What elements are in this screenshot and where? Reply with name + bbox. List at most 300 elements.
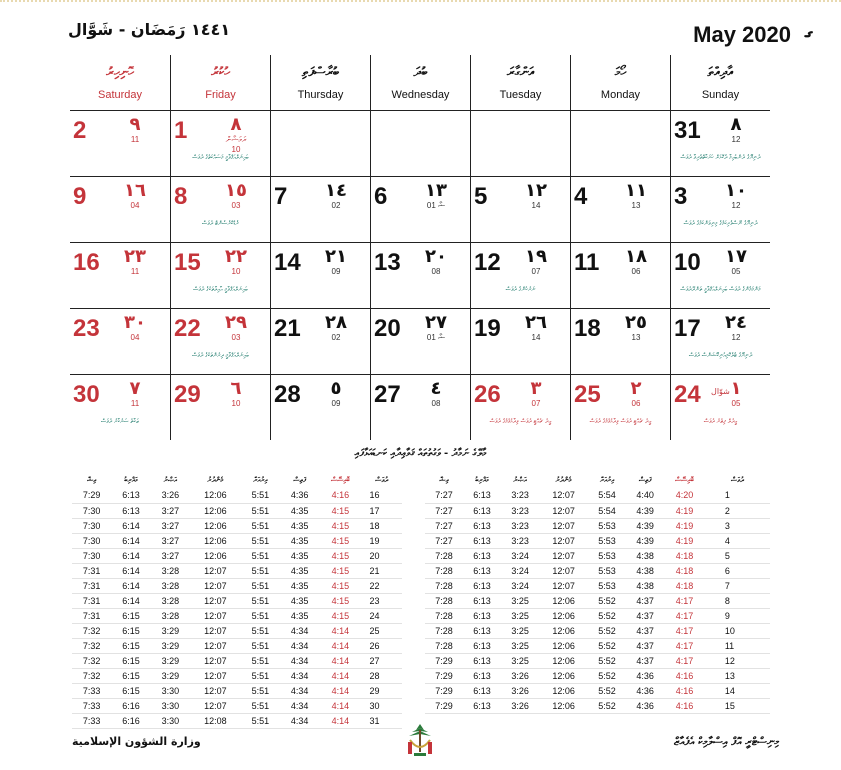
prayer-time-cell: 4:35 xyxy=(280,518,319,533)
prayer-time-cell: 4:14 xyxy=(319,713,361,728)
prayer-time-cell: 12:07 xyxy=(539,503,588,518)
prayer-time-cell: 7:30 xyxy=(72,533,111,548)
prayer-time-cell: 4:14 xyxy=(319,683,361,698)
prayer-time-cell: 6:13 xyxy=(463,518,501,533)
prayer-time-cell: 6:15 xyxy=(111,668,150,683)
prayer-table-16-31 xyxy=(72,472,402,729)
lunar-day-number: 09 xyxy=(331,267,341,276)
prayer-time-cell: 4:15 xyxy=(319,503,361,518)
prayer-time-cell: 5:51 xyxy=(241,638,280,653)
prayer-time-cell: 6:14 xyxy=(111,578,150,593)
hijri-date: ٢٣ xyxy=(124,246,146,267)
day-cell-4[interactable] xyxy=(570,176,670,242)
lunar-day-number: 14 xyxy=(531,333,541,342)
prayer-column-header: މެންދުރު xyxy=(555,475,572,484)
prayer-time-cell: 3:29 xyxy=(151,653,190,668)
lunar-day-number: 07 xyxy=(531,399,541,408)
prayer-time-cell: 3:26 xyxy=(151,488,190,503)
day-cell-13[interactable] xyxy=(370,242,470,308)
prayer-row xyxy=(72,638,402,653)
prayer-time-cell: 5:51 xyxy=(241,593,280,608)
prayer-time-cell: 3:27 xyxy=(151,518,190,533)
empty-day-cell xyxy=(570,110,670,176)
prayer-day-number: 16 xyxy=(362,488,403,503)
day-cell-9[interactable] xyxy=(70,176,170,242)
hijri-date: ٣ xyxy=(530,378,542,399)
weekday-header-saturday xyxy=(70,55,170,110)
lunar-day-number: ޝާ 01 xyxy=(426,201,446,210)
prayer-column-header: މެންދުރު xyxy=(207,475,224,484)
prayer-day-number: 2 xyxy=(705,503,770,518)
prayer-row xyxy=(425,578,770,593)
prayer-time-cell: 4:15 xyxy=(319,563,361,578)
prayer-day-number: 17 xyxy=(362,503,403,518)
hijri-date: ٣٠ xyxy=(124,312,146,333)
prayer-time-cell: 4:39 xyxy=(626,518,664,533)
weekday-thaana-label: ބުދަ xyxy=(413,65,428,80)
prayer-time-cell: 12:07 xyxy=(190,578,241,593)
ministry-arabic-name: وزارة الشؤون الإسلامية xyxy=(72,735,201,748)
prayer-column-header: އަޞްރު xyxy=(163,475,178,484)
prayer-time-cell: 4:16 xyxy=(319,488,361,503)
day-cell-30[interactable] xyxy=(70,374,170,440)
prayer-time-cell: 7:30 xyxy=(72,518,111,533)
prayer-time-cell: 5:53 xyxy=(588,548,626,563)
hijri-date: ٢٩ xyxy=(225,312,247,333)
prayer-time-cell: 5:51 xyxy=(241,668,280,683)
empty-day-cell xyxy=(370,110,470,176)
prayer-time-cell: 3:26 xyxy=(501,683,539,698)
day-cell-31[interactable] xyxy=(670,110,770,176)
prayer-time-cell: 12:06 xyxy=(539,638,588,653)
prayer-time-cell: 6:13 xyxy=(463,608,501,623)
prayer-day-number: 9 xyxy=(705,608,770,623)
prayer-time-cell: 3:25 xyxy=(501,608,539,623)
prayer-day-number: 3 xyxy=(705,518,770,533)
prayer-time-cell: 7:31 xyxy=(72,578,111,593)
prayer-time-cell: 12:06 xyxy=(539,623,588,638)
lunar-day-number: 09 xyxy=(331,399,341,408)
day-cell-3[interactable] xyxy=(670,176,770,242)
prayer-row xyxy=(425,488,770,503)
prayer-time-cell: 12:06 xyxy=(190,518,241,533)
gregorian-date: 31 xyxy=(674,117,701,144)
prayer-time-cell: 6:14 xyxy=(111,533,150,548)
prayer-time-cell: 7:31 xyxy=(72,563,111,578)
prayer-column-header: އިރުއަރާ xyxy=(599,475,615,484)
prayer-time-cell: 4:37 xyxy=(626,653,664,668)
day-cell-18[interactable] xyxy=(570,308,670,374)
prayer-time-cell: 6:13 xyxy=(463,548,501,563)
gregorian-date: 30 xyxy=(73,381,100,408)
day-cell-15[interactable] xyxy=(170,242,270,308)
month-title: May 2020 xyxy=(693,22,791,47)
prayer-row xyxy=(425,653,770,668)
hijri-date: ١١ xyxy=(625,180,647,201)
day-cell-14[interactable] xyxy=(270,242,370,308)
prayer-time-cell: 4:19 xyxy=(664,533,705,548)
gregorian-date: 9 xyxy=(73,183,87,210)
lunar-day-number: 12 xyxy=(731,135,741,144)
prayer-time-cell: 12:07 xyxy=(539,533,588,548)
day-cell-29[interactable] xyxy=(170,374,270,440)
prayer-time-cell: 7:32 xyxy=(72,623,111,638)
prayer-day-number: 30 xyxy=(362,698,403,713)
lunar-day-number: 11 xyxy=(130,135,140,144)
prayer-time-cell: 5:52 xyxy=(588,653,626,668)
prayer-time-cell: 5:53 xyxy=(588,578,626,593)
prayer-time-cell: 6:13 xyxy=(463,653,501,668)
prayer-time-cell: 5:52 xyxy=(588,683,626,698)
gregorian-date: 13 xyxy=(374,249,401,276)
prayer-time-cell: 12:07 xyxy=(190,653,241,668)
prayer-row xyxy=(72,623,402,638)
day-cell-6[interactable] xyxy=(370,176,470,242)
prayer-time-cell: 12:06 xyxy=(190,503,241,518)
gregorian-date: 26 xyxy=(474,381,501,408)
prayer-time-cell: 6:13 xyxy=(463,503,501,518)
prayer-time-cell: 4:14 xyxy=(319,638,361,653)
prayer-time-cell: 7:32 xyxy=(72,653,111,668)
lunar-day-number: 02 xyxy=(331,201,341,210)
prayer-day-number: 14 xyxy=(705,683,770,698)
day-cell-16[interactable] xyxy=(70,242,170,308)
gregorian-date: 23 xyxy=(73,315,100,342)
prayer-time-cell: 12:07 xyxy=(190,668,241,683)
day-cell-21[interactable] xyxy=(270,308,370,374)
prayer-time-cell: 5:52 xyxy=(588,638,626,653)
prayer-time-cell: 12:07 xyxy=(539,518,588,533)
prayer-row xyxy=(72,683,402,698)
day-event-note: މަންމަމެންގެ ދުވަސް ބައިނަލްއަޤްވާމީ ތަންދޫދުވަސް xyxy=(680,286,761,293)
prayer-day-number: 23 xyxy=(362,593,403,608)
prayer-time-cell: 6:13 xyxy=(463,668,501,683)
prayer-day-number: 21 xyxy=(362,563,403,578)
prayer-time-cell: 3:23 xyxy=(501,533,539,548)
prayer-time-cell: 6:13 xyxy=(111,503,150,518)
hijri-date: ١٦ xyxy=(124,180,146,201)
hijri-month-title: ١٤٤١ رَمَضَان - شَوَّال xyxy=(68,20,231,39)
prayer-column-header: ބޮއިސޭސް xyxy=(675,475,694,484)
prayer-row xyxy=(72,698,402,713)
gregorian-date: 7 xyxy=(274,183,288,210)
prayer-time-cell: 12:07 xyxy=(539,548,588,563)
prayer-row xyxy=(425,683,770,698)
gregorian-date: 21 xyxy=(274,315,301,342)
prayer-day-number: 8 xyxy=(705,593,770,608)
weekday-thaana-label: ހޯމަ xyxy=(614,65,627,80)
prayer-column-header: ދުވަސް xyxy=(730,475,744,484)
prayer-time-cell: 12:06 xyxy=(190,548,241,563)
prayer-time-cell: 5:51 xyxy=(241,578,280,593)
prayer-time-cell: 12:06 xyxy=(539,653,588,668)
prayer-time-cell: 6:13 xyxy=(463,683,501,698)
prayer-row xyxy=(72,668,402,683)
lunar-day-number: 10 xyxy=(231,267,241,276)
prayer-row xyxy=(425,518,770,533)
prayer-row xyxy=(72,518,402,533)
hijri-date: ٥ xyxy=(330,378,342,399)
day-event-note: ރެޑްކްރެސެންޓް ދުވަސް xyxy=(202,220,239,227)
gregorian-date: 16 xyxy=(73,249,100,276)
weekday-english-label: Sunday xyxy=(701,89,740,101)
prayer-row xyxy=(425,563,770,578)
prayer-time-cell: 3:25 xyxy=(501,623,539,638)
prayer-time-cell: 12:07 xyxy=(190,683,241,698)
prayer-time-cell: 3:25 xyxy=(501,653,539,668)
lunar-day-number: ރަމަޟާން 10 xyxy=(225,135,247,154)
prayer-time-cell: 7:29 xyxy=(425,683,463,698)
prayer-row xyxy=(425,503,770,518)
prayer-time-cell: 12:06 xyxy=(539,698,588,713)
lunar-day-number: 07 xyxy=(531,267,541,276)
ministry-thaana-name: މިނިސްޓްރީ އޮފް އިސްލާމިކް އެފެއާޒް xyxy=(673,735,779,748)
prayer-time-cell: 5:51 xyxy=(241,488,280,503)
prayer-time-cell: 6:16 xyxy=(111,713,150,728)
day-cell-11[interactable] xyxy=(570,242,670,308)
prayer-time-cell: 12:06 xyxy=(539,593,588,608)
weekday-english-label: Thursday xyxy=(297,89,344,101)
prayer-row xyxy=(72,713,402,728)
prayer-time-cell: 4:37 xyxy=(626,638,664,653)
day-cell-2[interactable] xyxy=(70,110,170,176)
lunar-day-number: 03 xyxy=(231,201,241,210)
prayer-time-cell: 12:07 xyxy=(190,698,241,713)
prayer-time-cell: 12:07 xyxy=(539,578,588,593)
lunar-day-number: 04 xyxy=(130,201,140,210)
prayer-time-cell: 5:53 xyxy=(588,533,626,548)
prayer-time-cell: 6:13 xyxy=(463,593,501,608)
prayer-time-cell: 4:15 xyxy=(319,608,361,623)
hijri-date: ١٢ xyxy=(525,180,547,201)
hijri-date: ٢٥ xyxy=(625,312,647,333)
prayer-time-cell: 7:28 xyxy=(425,638,463,653)
prayer-time-cell: 5:51 xyxy=(241,653,280,668)
day-event-note: ދުނިޔޭގެ ޓެލެކޮމިއުނިކޭޝަންސް ދުވަސް xyxy=(688,352,753,359)
prayer-time-cell: 5:51 xyxy=(241,623,280,638)
hijri-date: ٦ xyxy=(230,378,242,399)
prayer-time-cell: 12:06 xyxy=(539,608,588,623)
calendar-grid xyxy=(70,55,770,442)
prayer-time-cell: 5:52 xyxy=(588,593,626,608)
prayer-day-number: 27 xyxy=(362,653,403,668)
prayer-time-cell: 4:39 xyxy=(626,503,664,518)
prayer-time-cell: 6:15 xyxy=(111,608,150,623)
prayer-time-cell: 4:15 xyxy=(319,518,361,533)
prayer-day-number: 26 xyxy=(362,638,403,653)
lunar-day-number: 13 xyxy=(631,201,641,210)
prayer-day-number: 31 xyxy=(362,713,403,728)
prayer-time-cell: 7:31 xyxy=(72,608,111,623)
prayer-time-cell: 6:13 xyxy=(463,698,501,713)
prayer-time-cell: 3:24 xyxy=(501,548,539,563)
day-cell-1[interactable] xyxy=(170,110,270,176)
gregorian-date: 3 xyxy=(674,183,688,210)
prayer-time-cell: 6:15 xyxy=(111,653,150,668)
prayer-time-cell: 7:33 xyxy=(72,698,111,713)
prayer-time-cell: 6:13 xyxy=(463,578,501,593)
gregorian-date: 27 xyxy=(374,381,401,408)
day-cell-24[interactable] xyxy=(670,374,770,440)
lunar-day-number: 04 xyxy=(130,333,140,342)
prayer-day-number: 1 xyxy=(705,488,770,503)
prayer-row xyxy=(425,668,770,683)
day-cell-7[interactable] xyxy=(270,176,370,242)
prayer-time-cell: 4:34 xyxy=(280,713,319,728)
prayer-time-cell: 4:20 xyxy=(664,488,705,503)
prayer-time-cell: 7:29 xyxy=(425,668,463,683)
gregorian-date: 5 xyxy=(474,183,488,210)
prayer-time-cell: 5:51 xyxy=(241,503,280,518)
day-cell-26[interactable] xyxy=(470,374,570,440)
day-cell-8[interactable] xyxy=(170,176,270,242)
gregorian-date: 28 xyxy=(274,381,301,408)
prayer-day-number: 18 xyxy=(362,518,403,533)
prayer-time-cell: 6:13 xyxy=(463,533,501,548)
prayer-column-header: ފަތިސް xyxy=(293,475,306,484)
lunar-day-number: 06 xyxy=(631,267,641,276)
gregorian-date: 22 xyxy=(174,315,201,342)
prayer-time-cell: 5:51 xyxy=(241,608,280,623)
gregorian-date: 18 xyxy=(574,315,601,342)
weekday-english-label: Wednesday xyxy=(391,89,450,101)
prayer-time-cell: 6:13 xyxy=(463,488,501,503)
day-cell-28[interactable] xyxy=(270,374,370,440)
prayer-day-number: 13 xyxy=(705,668,770,683)
weekday-thaana-label: ހޮނިހިރު xyxy=(106,65,134,80)
prayer-time-cell: 4:40 xyxy=(626,488,664,503)
day-cell-22[interactable] xyxy=(170,308,270,374)
hijri-date: ١٩ xyxy=(525,246,547,267)
lunar-day-number: 06 xyxy=(631,399,641,408)
prayer-row xyxy=(425,638,770,653)
gregorian-date: 17 xyxy=(674,315,701,342)
prayer-time-cell: 3:28 xyxy=(151,578,190,593)
prayer-time-cell: 6:14 xyxy=(111,593,150,608)
prayer-time-cell: 5:54 xyxy=(588,503,626,518)
prayer-time-cell: 4:14 xyxy=(319,623,361,638)
prayer-time-cell: 3:28 xyxy=(151,608,190,623)
prayer-time-cell: 3:30 xyxy=(151,713,190,728)
prayer-time-cell: 3:30 xyxy=(151,683,190,698)
prayer-time-cell: 4:38 xyxy=(626,548,664,563)
weekday-thaana-label: ބުރާސްފަތި xyxy=(301,65,340,80)
prayer-row xyxy=(72,503,402,518)
weekday-english-label: Tuesday xyxy=(499,89,542,101)
hijri-date: ٨ xyxy=(730,114,742,135)
day-cell-17[interactable] xyxy=(670,308,770,374)
prayer-time-cell: 5:51 xyxy=(241,548,280,563)
prayer-time-cell: 3:24 xyxy=(501,563,539,578)
weekday-header-monday xyxy=(570,55,670,110)
day-cell-25[interactable] xyxy=(570,374,670,440)
prayer-time-cell: 4:16 xyxy=(664,683,705,698)
day-cell-23[interactable] xyxy=(70,308,170,374)
prayer-column-header: ޢިޝާ xyxy=(87,475,97,484)
prayer-column-header: އަޞްރު xyxy=(513,475,527,484)
prayer-time-cell: 4:35 xyxy=(280,593,319,608)
prayer-time-cell: 4:15 xyxy=(319,548,361,563)
prayer-time-cell: 7:27 xyxy=(425,503,463,518)
day-event-note: ނަރުހުންގެ ދުވަސް xyxy=(505,286,536,293)
prayer-day-number: 24 xyxy=(362,608,403,623)
prayer-time-cell: 12:07 xyxy=(190,623,241,638)
gregorian-date: 25 xyxy=(574,381,601,408)
day-cell-20[interactable] xyxy=(370,308,470,374)
lunar-day-number: 12 xyxy=(731,333,741,342)
prayer-time-cell: 3:23 xyxy=(501,518,539,533)
prayer-time-cell: 4:14 xyxy=(319,668,361,683)
prayer-column-header: މަޣްރިބު xyxy=(475,475,489,484)
prayer-time-cell: 7:28 xyxy=(425,593,463,608)
prayer-day-number: 5 xyxy=(705,548,770,563)
weekday-header-wednesday xyxy=(370,55,470,110)
lunar-day-number: 02 xyxy=(331,333,341,342)
prayer-time-cell: 7:29 xyxy=(425,653,463,668)
gregorian-date: 4 xyxy=(574,183,588,210)
prayer-time-cell: 4:35 xyxy=(280,563,319,578)
day-cell-19[interactable] xyxy=(470,308,570,374)
weekday-header-friday xyxy=(170,55,270,110)
weekday-thaana-label: ހުކުރު xyxy=(211,65,230,80)
prayer-time-cell: 12:07 xyxy=(190,608,241,623)
prayer-time-cell: 4:17 xyxy=(664,653,705,668)
prayer-time-cell: 4:34 xyxy=(280,698,319,713)
day-cell-5[interactable] xyxy=(470,176,570,242)
prayer-time-cell: 4:39 xyxy=(626,533,664,548)
prayer-time-cell: 3:30 xyxy=(151,698,190,713)
gregorian-date: 12 xyxy=(474,249,501,276)
prayer-time-cell: 4:17 xyxy=(664,593,705,608)
prayer-time-cell: 7:27 xyxy=(425,488,463,503)
prayer-time-cell: 3:29 xyxy=(151,623,190,638)
day-cell-10[interactable] xyxy=(670,242,770,308)
hijri-date: ٢١ xyxy=(325,246,347,267)
prayer-time-cell: 4:34 xyxy=(280,638,319,653)
prayer-time-cell: 4:35 xyxy=(280,548,319,563)
prayer-time-cell: 3:27 xyxy=(151,533,190,548)
lunar-day-number: 08 xyxy=(431,267,441,276)
prayer-time-cell: 6:14 xyxy=(111,548,150,563)
prayer-row xyxy=(72,653,402,668)
prayer-time-cell: 12:06 xyxy=(539,668,588,683)
prayer-time-cell: 4:17 xyxy=(664,623,705,638)
prayer-time-cell: 4:16 xyxy=(664,698,705,713)
day-cell-12[interactable] xyxy=(470,242,570,308)
prayer-time-cell: 12:07 xyxy=(190,638,241,653)
day-cell-27[interactable] xyxy=(370,374,470,440)
prayer-time-cell: 6:15 xyxy=(111,638,150,653)
prayer-time-cell: 7:29 xyxy=(72,488,111,503)
gregorian-date: 29 xyxy=(174,381,201,408)
prayer-row xyxy=(72,533,402,548)
prayer-time-cell: 4:18 xyxy=(664,563,705,578)
gregorian-date: 2 xyxy=(73,117,87,144)
prayer-time-cell: 7:32 xyxy=(72,638,111,653)
prayer-day-number: 7 xyxy=(705,578,770,593)
day-event-note: ދުނިޔޭގެ ނޫސްވެރިކަމުގެ މިނިވަންކަމުގެ ދުވަސް xyxy=(683,220,758,227)
prayer-times-title: މާލޭގެ ނަމާދު - ވަގުތުތައް ޤަވާޢިދާއި ކަނޑައަޅާފައި xyxy=(354,448,487,459)
hijri-date: ١٥ xyxy=(225,180,247,201)
prayer-time-cell: 12:07 xyxy=(539,488,588,503)
day-event-note: ދުނިޔޭގެ ދުންބުއިމާ ދެކޮޅަށް ހަރަކާތްތެރިވާ ދުވަސް xyxy=(680,154,761,161)
lunar-day-number: 05 xyxy=(731,267,741,276)
prayer-time-cell: 4:34 xyxy=(280,668,319,683)
hijri-date: ١٣ xyxy=(425,180,447,201)
shawwal-month-mark: شوّال xyxy=(711,387,730,396)
prayer-time-cell: 6:14 xyxy=(111,518,150,533)
lunar-day-number: 11 xyxy=(130,267,140,276)
